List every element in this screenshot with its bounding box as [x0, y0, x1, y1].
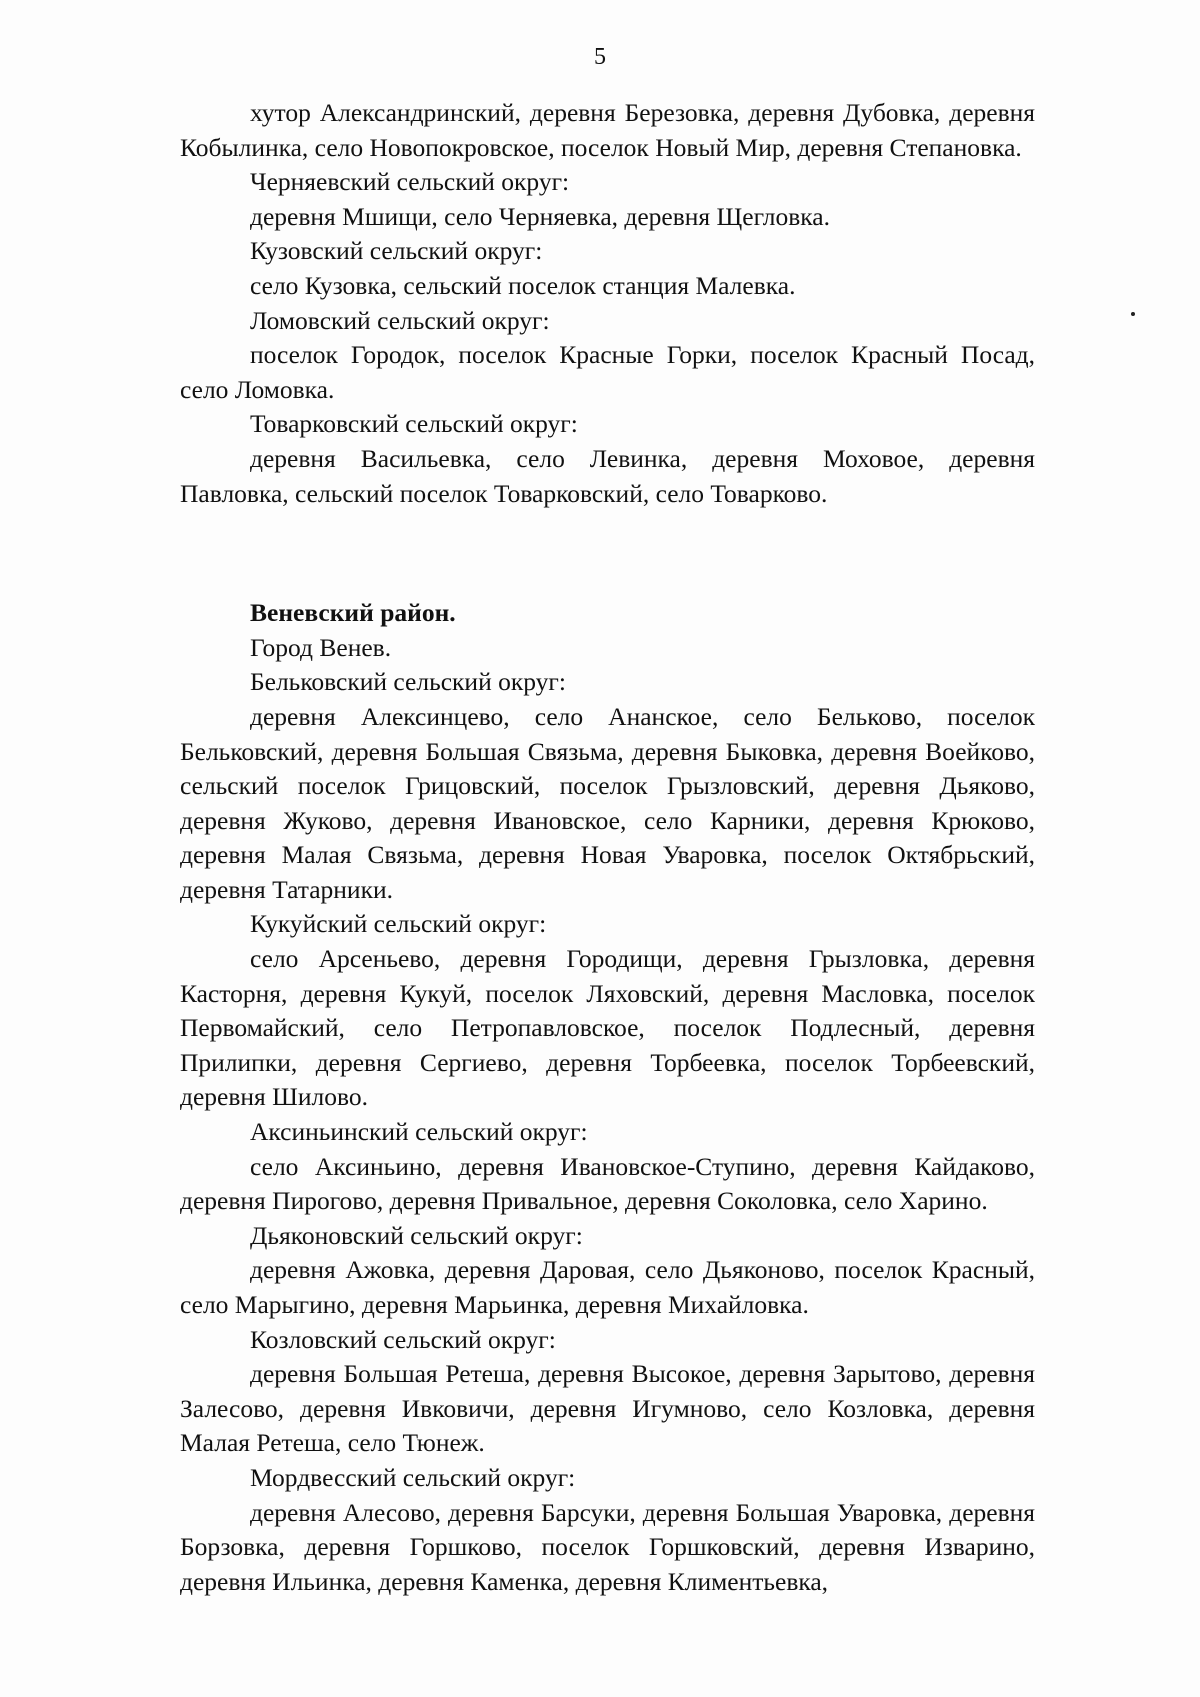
paragraph: Мордвесский сельский округ:: [250, 1462, 576, 1492]
document-body: [180, 96, 1035, 1599]
paragraph: деревня Алесово, деревня Барсуки, деревня Большая Уваровка, деревня Борзовка, деревня Горшково, поселок Горшковский, деревня Изварино, деревня Ильинка, деревня Каменка, деревня Климентьевка,: [180, 1497, 1035, 1596]
paragraph: деревня Большая Ретеша, деревня Высокое, деревня Зарытово, деревня Залесово, деревня Ивковичи, деревня Игумново, село Козловка, деревня Малая Ретеша, село Тюнеж.: [180, 1359, 1035, 1458]
paragraph: Дьяконовский сельский округ:: [250, 1220, 583, 1250]
paragraph: село Арсеньево, деревня Городищи, деревня Грызловка, деревня Касторня, деревня Кукуй, поселок Ляховский, деревня Масловка, поселок Первомайский, село Петропавловское, поселок Подлесный, деревня Прилипки, деревня Сергиево, деревня Торбеевка, поселок Торбеевский, деревня Шилово.: [180, 944, 1035, 1112]
page-number: 5: [594, 44, 606, 70]
section-heading: Веневский район.: [250, 598, 456, 628]
paragraph: хутор Александринский, деревня Березовка, деревня Дубовка, деревня Кобылинка, село Новопокровское, поселок Новый Мир, деревня Степановка.: [180, 98, 1035, 162]
scan-speck: [1131, 312, 1135, 316]
paragraph: Аксиньинский сельский округ:: [250, 1117, 588, 1147]
paragraph: поселок Городок, поселок Красные Горки, поселок Красный Посад, село Ломовка.: [180, 340, 1035, 404]
paragraph: Кузовский сельский округ:: [250, 236, 543, 266]
paragraph: деревня Васильевка, село Левинка, деревня Моховое, деревня Павловка, сельский поселок Товарковский, село Товарково.: [180, 443, 1035, 508]
paragraph: село Кузовка, сельский поселок станция Малевка.: [250, 270, 796, 300]
paragraph: Товарковский сельский округ:: [250, 409, 578, 439]
paragraph: деревня Ажовка, деревня Даровая, село Дьяконово, поселок Красный, село Марыгино, деревня Марьинка, деревня Михайловка.: [180, 1255, 1035, 1319]
paragraph: Кукуйский сельский округ:: [250, 909, 547, 939]
paragraph: Город Венев.: [250, 632, 392, 662]
paragraph: деревня Алексинцево, село Ананское, село Бельково, поселок Бельковский, деревня Большая Связьма, деревня Быковка, деревня Воейково, сельский поселок Грицовский, поселок Грызловский, деревня Дьяково, деревня Жуково, деревня Ивановское, село Карники, деревня Крюково, деревня Малая Связьма, деревня Новая Уваровка, поселок Октябрьский, деревня Татарники.: [180, 701, 1035, 904]
paragraph: деревня Мшищи, село Черняевка, деревня Щегловка.: [250, 201, 830, 231]
paragraph-gap: [180, 537, 1035, 571]
paragraph: Бельковский сельский округ:: [250, 667, 566, 697]
paragraph: Черняевский сельский округ:: [250, 167, 570, 197]
paragraph: Козловский сельский округ:: [250, 1324, 556, 1354]
paragraph: Ломовский сельский округ:: [250, 305, 550, 335]
paragraph: село Аксиньино, деревня Ивановское-Ступино, деревня Кайдаково, деревня Пирогово, деревня Привальное, деревня Соколовка, село Харино.: [180, 1151, 1035, 1216]
